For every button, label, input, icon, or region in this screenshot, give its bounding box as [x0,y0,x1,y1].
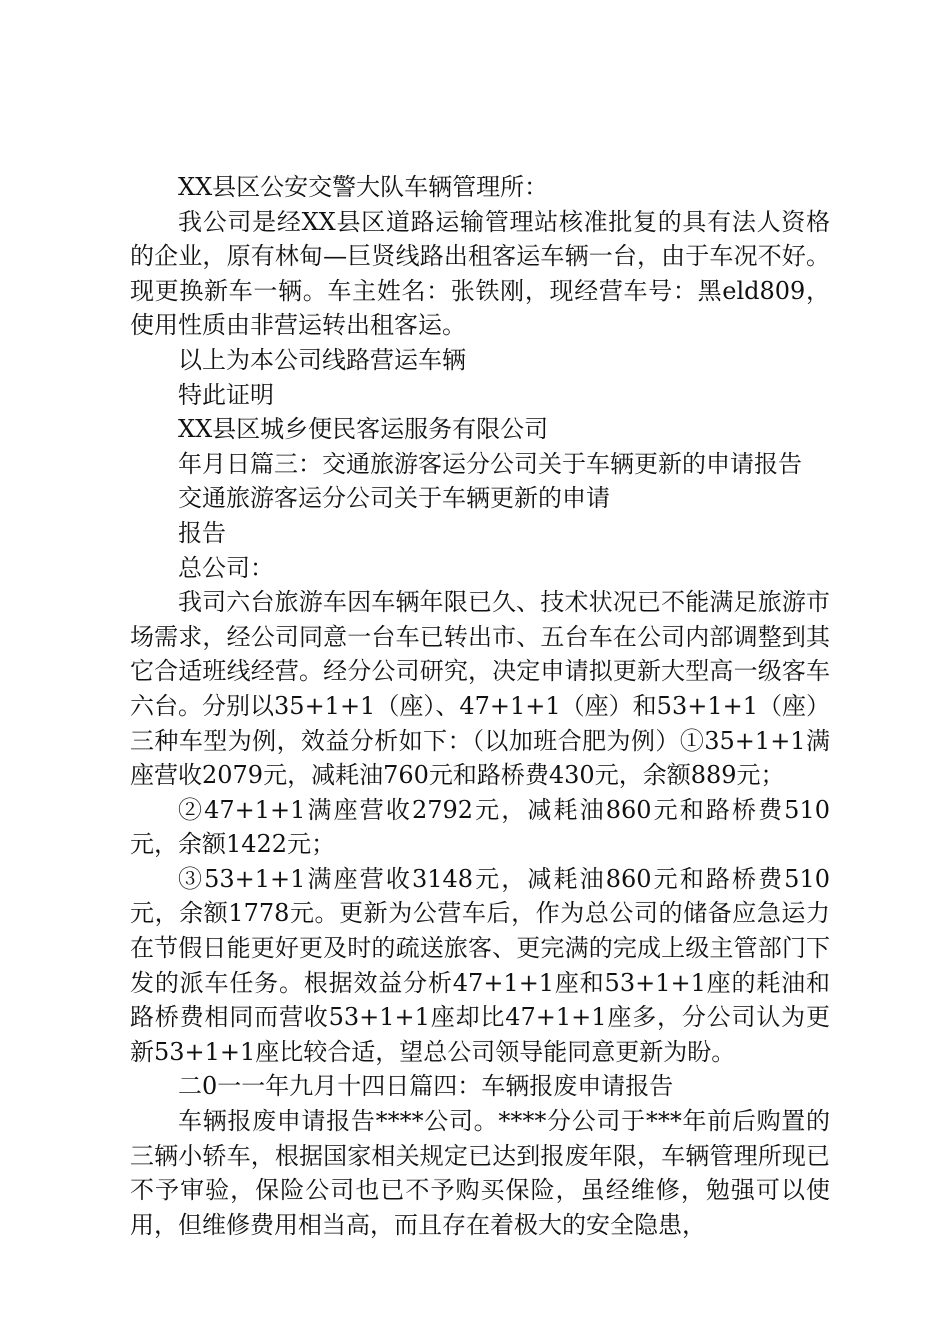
body-paragraph: 车辆报废申请报告****公司。****分公司于***年前后购置的三辆小轿车，根据国家相关规定已达到报废年限，车辆管理所现已不予审验，保险公司也已不予购买保险，虽经维修，勉强可以使用，但维修费用相当高，而且存在着极大的安全隐患， [130,1107,830,1239]
document-body [130,170,830,1242]
body-paragraph: 我公司是经XX县区道路运输管理站核准批复的具有法人资格的企业，原有林甸—巨贤线路出租客运车辆一台，由于车况不好。现更换新车一辆。车主姓名：张铁刚，现经营车号：黑eld809，使用性质由非营运转出租客运。 [130,207,830,340]
report-title-continued: 报告 [178,518,226,547]
company-signature: XX县区城乡便民客运服务有限公司 [178,415,549,444]
section-heading: 二0一一年九月十四日篇四：车辆报废申请报告 [178,1072,674,1101]
body-paragraph: ②47+1+1满座营收2792元，减耗油860元和路桥费510元，余额1422元； [130,795,830,859]
body-paragraph: ③53+1+1满座营收3148元，减耗油860元和路桥费510元，余额1778元。更新为公营车后，作为总公司的储备应急运力在节假日能更好更及时的疏送旅客、更完满的完成上级主管部门下发的派车任务。根据效益分析47+1+1座和53+1+1座的耗油和路桥费相同而营收53+1+1座却比47+1+1座多，分公司认为更新53+1+1座比较合适，望总公司领导能同意更新为盼。 [130,864,830,1066]
addressee-line: XX县区公安交警大队车辆管理所： [178,173,549,201]
body-paragraph: 以上为本公司线路营运车辆 [178,345,466,374]
report-title: 交通旅游客运分公司关于车辆更新的申请 [178,484,610,513]
addressee-line: 总公司： [178,553,274,582]
body-paragraph: 特此证明 [178,380,274,409]
section-heading: 年月日篇三：交通旅游客运分公司关于车辆更新的申请报告 [178,449,802,478]
body-paragraph: 我司六台旅游车因车辆年限已久、技术状况已不能满足旅游市场需求，经公司同意一台车已转出市、五台车在公司内部调整到其它合适班线经营。经分公司研究，决定申请拟更新大型高一级客车六台。分别以35+1+1（座）、47+1+1（座）和53+1+1（座）三种车型为例，效益分析如下：（以加班合肥为例）①35+1+1满座营收2079元，减耗油760元和路桥费430元，余额889元； [130,588,830,790]
